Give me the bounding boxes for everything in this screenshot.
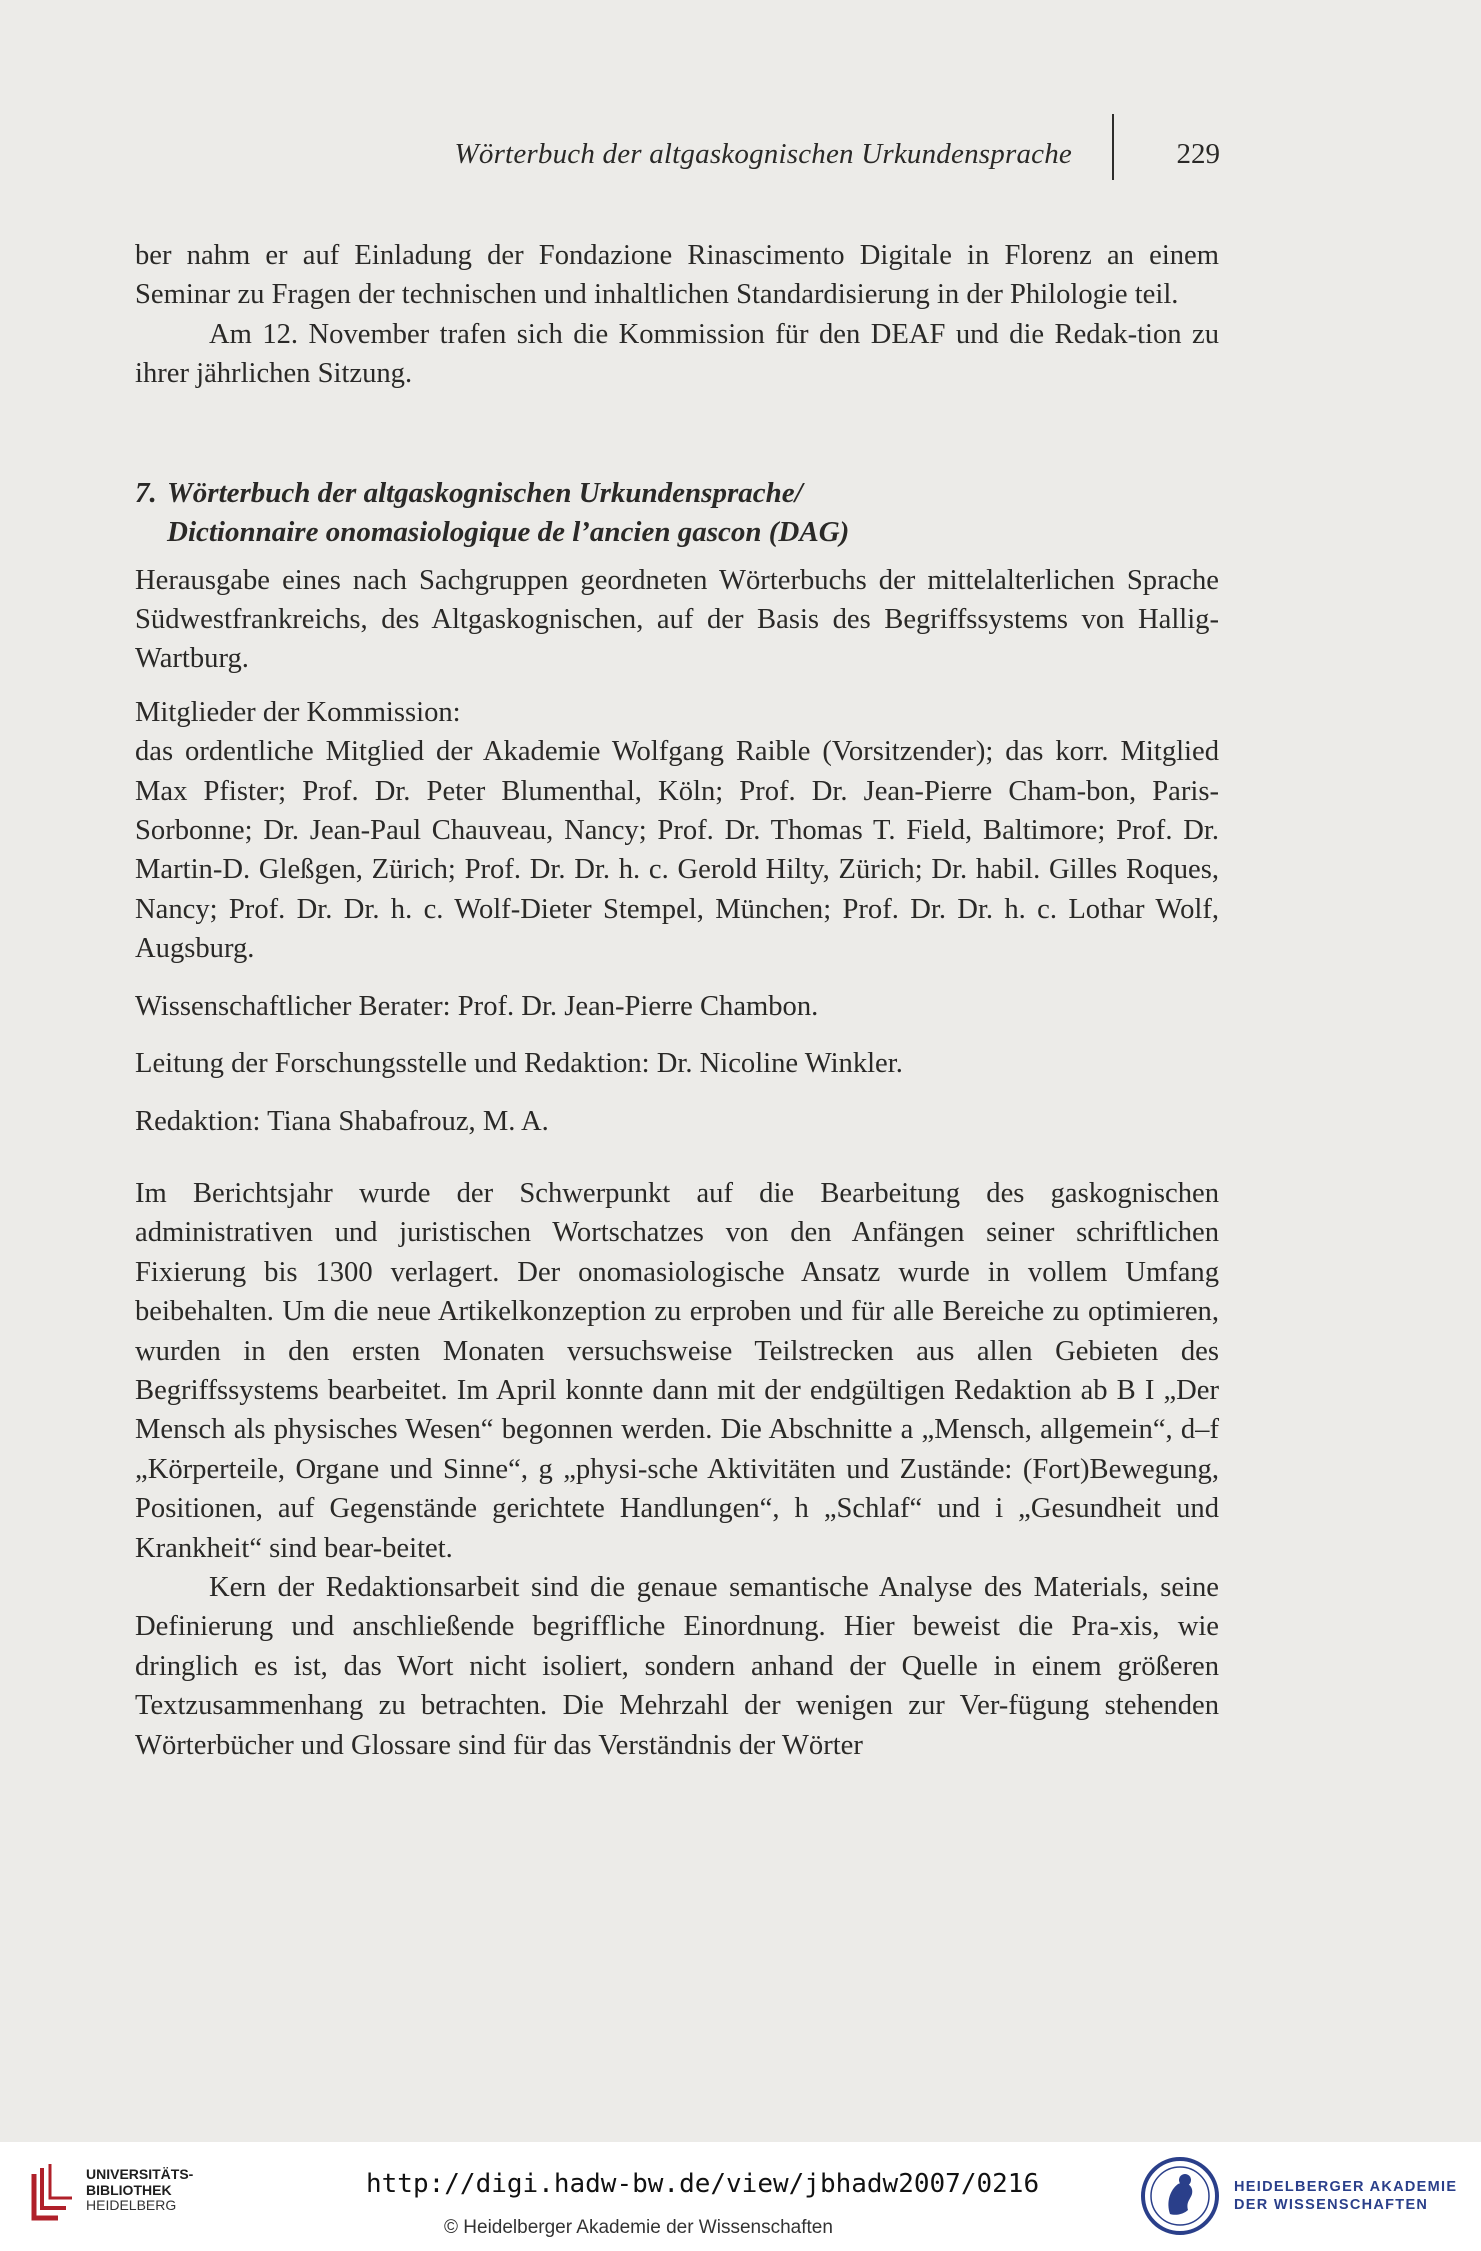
leitung-line: Leitung der Forschungsstelle und Redaktion: Dr. Nicoline Winkler.: [135, 1048, 903, 1080]
copyright-notice: © Heidelberger Akademie der Wissenschaften: [444, 2217, 833, 2238]
members-label: Mitglieder der Kommission:: [135, 696, 461, 728]
paragraph: Am 12. November trafen sich die Kommission für den DEAF und die Redak-tion zu ihrer jährlichen Sitzung.: [135, 318, 1219, 390]
paragraph: Im Berichtsjahr wurde der Schwerpunkt auf die Bearbeitung des gaskognischen administrativen und juristischen Wortschatzes von den Anfängen seiner schriftlichen Fixierung bis 1300 verlagert. Der onomasiologische Ansatz wurde in vollem Umfang beibehalten. Um die neue Artikelkonzeption zu erproben und für alle Bereiche zu optimieren, wurden in den ersten Monaten versuchsweise Teilstrecken aus allen Gebieten des Begriffssystems bearbeitet. Im April konnte dann mit der endgültigen Redaktion ab B I „Der Mensch als physisches Wesen“ begonnen werden. Die Abschnitte a „Mensch, allgemein“, d–f „Körperteile, Organe und Sinne“, g „physi-sche Aktivitäten und Zustände: (Fort)Bewegung, Positionen, auf Gegenstände gerichtete Handlungen“, h „Schlaf“ und i „Gesundheit und Krankheit“ sind bear-beitet.: [135, 1177, 1219, 1564]
footer-bar: [0, 2142, 1481, 2251]
redaktion-line: Redaktion: Tiana Shabafrouz, M. A.: [135, 1105, 549, 1137]
section-number: 7.: [135, 476, 157, 509]
page-number: 229: [1176, 138, 1220, 170]
advisor-line: Wissenschaftlicher Berater: Prof. Dr. Jean-Pierre Chambon.: [135, 990, 819, 1022]
academy-seal-icon: [1140, 2156, 1220, 2236]
members-list: das ordentliche Mitglied der Akademie Wolfgang Raible (Vorsitzender); das korr. Mitglied Max Pfister; Prof. Dr. Peter Blumenthal, Köln; Prof. Dr. Jean-Pierre Cham-bon, Paris-Sorbonne; Dr. Jean-Paul Chauveau, Nancy; Prof. Dr. Thomas T. Field, Baltimore; Prof. Dr. Martin-D. Gleßgen, Zürich; Prof. Dr. Dr. h. c. Gerold Hilty, Zürich; Dr. habil. Gilles Roques, Nancy; Prof. Dr. Dr. h. c. Wolf-Dieter Stempel, München; Prof. Dr. Dr. h. c. Lothar Wolf, Augsburg.: [135, 736, 1219, 965]
header-divider: [1112, 114, 1114, 180]
section-heading: [135, 474, 1219, 552]
library-name: UNIVERSITÄTS- BIBLIOTHEK HEIDELBERG: [86, 2166, 194, 2213]
section-title-line-2: Dictionnaire onomasiologique de l’ancien gascon (DAG): [167, 515, 850, 548]
academy-name: HEIDELBERGER AKADEMIE DER WISSENSCHAFTEN: [1234, 2179, 1458, 2213]
running-title: Wörterbuch der altgaskognischen Urkundensprache: [454, 138, 1072, 170]
running-header: [454, 138, 1220, 178]
section-title-line-1: Wörterbuch der altgaskognischen Urkundensprache/: [167, 476, 803, 509]
paragraph: Herausgabe eines nach Sachgruppen geordneten Wörterbuchs der mittelalterlichen Sprache Südwestfrankreichs, des Altgaskognischen, auf der Basis des Begriffssystems von Hallig-Wartburg.: [135, 564, 1219, 675]
ub-heidelberg-logo-icon: [30, 2162, 76, 2222]
paragraph: Kern der Redaktionsarbeit sind die genaue semantische Analyse des Materials, seine Definierung und anschließende begriffliche Einordnung. Hier beweist die Pra-xis, wie dringlich es ist, das Wort nicht isoliert, sondern anhand der Quelle in einem größeren Textzusammenhang zu betrachten. Die Mehrzahl der wenigen zur Ver-fügung stehenden Wörterbücher und Glossare sind für das Verständnis der Wörter: [135, 1571, 1219, 1761]
paragraph: ber nahm er auf Einladung der Fondazione Rinascimento Digitale in Florenz an einem Seminar zu Fragen der technischen und inhaltlichen Standardisierung in der Philologie teil.: [135, 240, 1219, 311]
body-text: [135, 236, 1219, 1765]
permalink-url[interactable]: http://digi.hadw-bw.de/view/jbhadw2007/0216: [366, 2169, 1040, 2199]
